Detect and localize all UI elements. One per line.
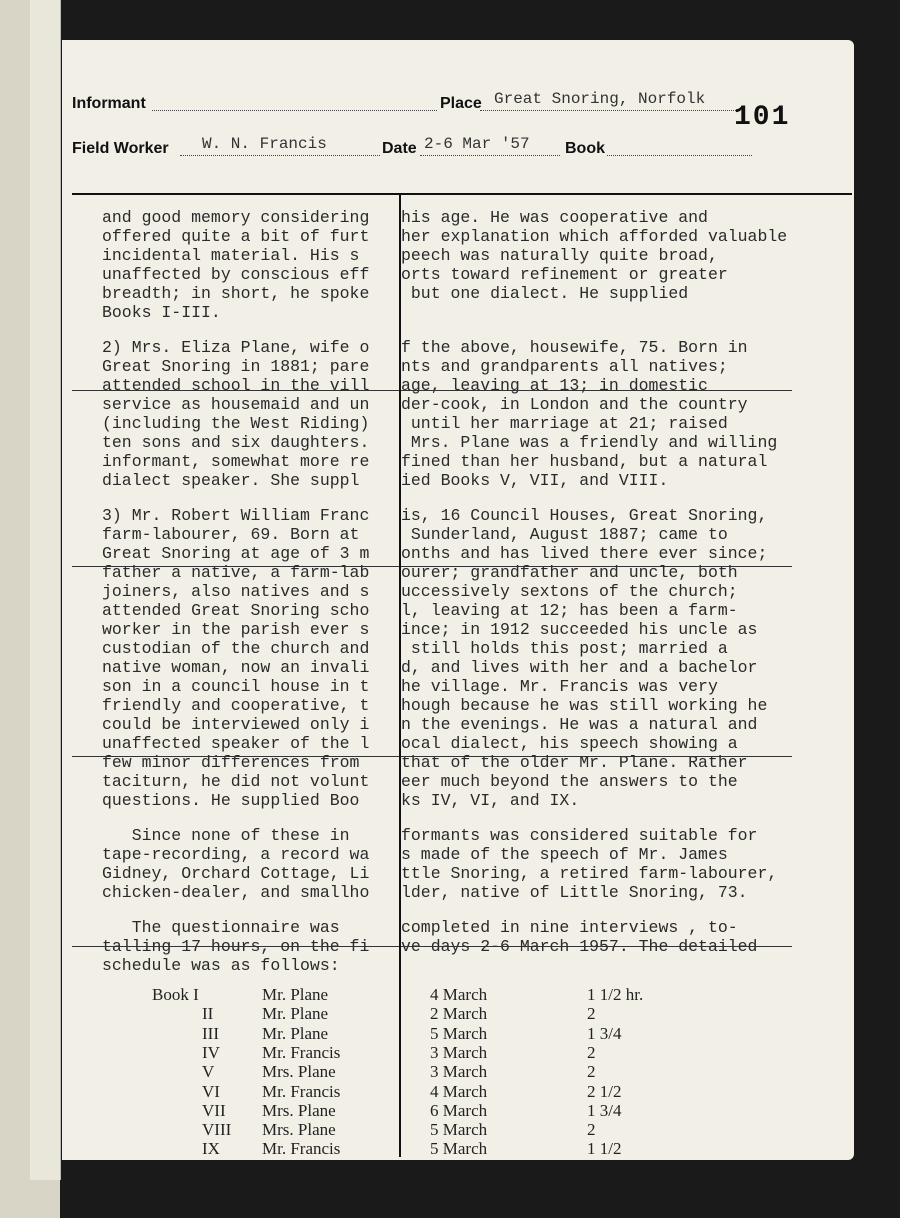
schedule-book: Book I	[152, 985, 199, 1004]
schedule-book: III	[202, 1023, 219, 1043]
text-line-left: tape-recording, a record wa	[102, 845, 370, 864]
notebook-page	[62, 40, 854, 1160]
schedule-book: IX	[202, 1139, 220, 1159]
binding-edge	[30, 0, 61, 1180]
text-line-left: Since none of these in	[102, 826, 350, 845]
text-line-right: until her marriage at 21; raised	[401, 414, 728, 433]
schedule-book: VIII	[202, 1120, 232, 1140]
text-line-right: hough because he was still working he	[401, 696, 768, 715]
text-line-right: d, and lives with her and a bachelor	[401, 658, 758, 677]
text-line-right: ocal dialect, his speech showing a	[401, 734, 738, 753]
place-label: Place	[440, 95, 482, 112]
schedule-hours: 1 1/2 hr.	[587, 985, 644, 1004]
text-line-right: s made of the speech of Mr. James	[401, 845, 728, 864]
text-line-right: that of the older Mr. Plane. Rather	[401, 753, 748, 772]
text-line-right: he village. Mr. Francis was very	[401, 677, 718, 696]
field-worker-value: W. N. Francis	[202, 135, 327, 153]
text-line-left: Great Snoring in 1881; pare	[102, 357, 370, 376]
text-line-left: attended school in the vill	[102, 376, 370, 395]
text-line-right: nts and grandparents all natives;	[401, 357, 728, 376]
text-line-right: completed in nine interviews , to-	[401, 918, 738, 937]
text-line-left: 2) Mrs. Eliza Plane, wife o	[102, 338, 370, 357]
schedule-informant: Mr. Francis	[262, 1081, 341, 1101]
text-line-right: der-cook, in London and the country	[401, 395, 748, 414]
text-line-right: onths and has lived there ever since;	[401, 544, 768, 563]
text-line-left: could be interviewed only i	[102, 715, 370, 734]
text-line-left: native woman, now an invali	[102, 658, 370, 677]
schedule-informant: Mrs. Plane	[262, 1100, 336, 1120]
text-line-left: schedule was as follows:	[102, 956, 340, 975]
text-line-left: informant, somewhat more re	[102, 452, 370, 471]
informant-field-line	[152, 110, 437, 111]
text-line-right: but one dialect. He supplied	[401, 284, 689, 303]
text-line-right: age, leaving at 13; in domestic	[401, 376, 708, 395]
text-line-right: n the evenings. He was a natural and	[401, 715, 758, 734]
text-line-right: still holds this post; married a	[401, 639, 728, 658]
ruled-line	[72, 756, 792, 757]
text-line-left: joiners, also natives and s	[102, 582, 370, 601]
text-line-left: chicken-dealer, and smallho	[102, 883, 370, 902]
text-line-right: eer much beyond the answers to the	[401, 772, 738, 791]
header-rule	[72, 193, 852, 195]
column-rule	[399, 195, 401, 1157]
text-line-right: ourer; grandfather and uncle, both	[401, 563, 738, 582]
text-line-left: breadth; in short, he spoke	[102, 284, 370, 303]
schedule-date: 5 March	[430, 1023, 488, 1043]
text-line-left: attended Great Snoring scho	[102, 601, 370, 620]
text-line-right: formants was considered suitable for	[401, 826, 758, 845]
field-worker-field-line	[180, 155, 380, 156]
page-number: 101	[734, 102, 791, 133]
place-value: Great Snoring, Norfolk	[494, 90, 706, 108]
schedule-date: 3 March	[430, 1062, 488, 1082]
schedule-date: 5 March	[430, 1139, 488, 1159]
text-line-right: ks IV, VI, and IX.	[401, 791, 580, 810]
text-line-left: service as housemaid and un	[102, 395, 370, 414]
text-line-left: custodian of the church and	[102, 639, 370, 658]
schedule-book: II	[202, 1004, 214, 1024]
text-line-left: 3) Mr. Robert William Franc	[102, 506, 370, 525]
text-line-left: and good memory considering	[102, 208, 370, 227]
text-line-right: ied Books V, VII, and VIII.	[401, 471, 669, 490]
date-label: Date	[382, 140, 417, 157]
text-line-left: (including the West Riding)	[102, 414, 370, 433]
text-line-right: peech was naturally quite broad,	[401, 246, 718, 265]
field-worker-label: Field Worker	[72, 140, 169, 157]
schedule-informant: Mr. Francis	[262, 1042, 341, 1062]
text-line-left: dialect speaker. She suppl	[102, 471, 360, 490]
schedule-book: IV	[202, 1042, 220, 1062]
text-line-left: friendly and cooperative, t	[102, 696, 370, 715]
schedule-book: VI	[202, 1081, 220, 1101]
text-line-left: Gidney, Orchard Cottage, Li	[102, 864, 370, 883]
text-line-left: son in a council house in t	[102, 677, 370, 696]
text-line-right: fined than her husband, but a natural	[401, 452, 768, 471]
text-line-left: ten sons and six daughters.	[102, 433, 370, 452]
date-field-line	[420, 155, 560, 156]
schedule-informant: Mr. Plane	[262, 985, 329, 1004]
schedule-hours: 2	[587, 1004, 596, 1024]
schedule-date: 4 March	[430, 985, 488, 1004]
schedule-informant: Mr. Francis	[262, 1139, 341, 1159]
schedule-informant: Mr. Plane	[262, 1023, 329, 1043]
text-line-left: farm-labourer, 69. Born at	[102, 525, 360, 544]
text-line-right: ve days 2-6 March 1957. The detailed	[401, 937, 758, 956]
schedule-date: 3 March	[430, 1042, 488, 1062]
schedule-hours: 2	[587, 1042, 596, 1062]
text-line-left: talling 17 hours, on the fi	[102, 937, 370, 956]
schedule-informant: Mrs. Plane	[262, 1062, 336, 1082]
text-line-right: lder, native of Little Snoring, 73.	[401, 883, 748, 902]
text-line-left: few minor differences from	[102, 753, 370, 772]
text-line-right: her explanation which afforded valuable	[401, 227, 788, 246]
informant-label: Informant	[72, 95, 146, 112]
ruled-line	[72, 390, 792, 391]
text-line-right: ince; in 1912 succeeded his uncle as	[401, 620, 758, 639]
text-line-right: Mrs. Plane was a friendly and willing	[401, 433, 778, 452]
text-line-right: his age. He was cooperative and	[401, 208, 708, 227]
schedule-date: 6 March	[430, 1100, 488, 1120]
text-line-right: orts toward refinement or greater	[401, 265, 728, 284]
text-line-right: f the above, housewife, 75. Born in	[401, 338, 748, 357]
text-line-right: ttle Snoring, a retired farm-labourer,	[401, 864, 778, 883]
text-line-left: incidental material. His s	[102, 246, 360, 265]
schedule-date: 2 March	[430, 1004, 488, 1024]
ruled-line	[72, 566, 792, 567]
book-label: Book	[565, 140, 605, 157]
schedule-hours: 2	[587, 1120, 596, 1140]
text-line-right: Sunderland, August 1887; came to	[401, 525, 728, 544]
schedule-hours: 2	[587, 1062, 596, 1082]
text-line-left: unaffected by conscious eff	[102, 265, 370, 284]
schedule-book: V	[202, 1062, 215, 1082]
text-line-right: l, leaving at 12; has been a farm-	[401, 601, 738, 620]
text-line-right: uccessively sextons of the church;	[401, 582, 738, 601]
text-line-right: is, 16 Council Houses, Great Snoring,	[401, 506, 768, 525]
text-line-left: Books I-III.	[102, 303, 221, 322]
schedule-informant: Mrs. Plane	[262, 1120, 336, 1140]
schedule-date: 4 March	[430, 1081, 488, 1101]
text-line-left: taciturn, he did not volunt	[102, 772, 370, 791]
text-line-left: The questionnaire was	[102, 918, 350, 937]
place-field-line	[480, 110, 740, 111]
book-field-line	[607, 155, 752, 156]
schedule-informant: Mr. Plane	[262, 1004, 329, 1024]
schedule-date: 5 March	[430, 1120, 488, 1140]
text-line-left: worker in the parish ever s	[102, 620, 370, 639]
schedule-hours: 1 3/4	[587, 1100, 622, 1120]
text-line-left: unaffected speaker of the l	[102, 734, 370, 753]
schedule-hours: 1 3/4	[587, 1023, 622, 1043]
schedule-book: VII	[202, 1100, 226, 1120]
schedule-hours: 1 1/2	[587, 1139, 622, 1159]
text-line-left: offered quite a bit of furt	[102, 227, 370, 246]
text-line-left: father a native, a farm-lab	[102, 563, 370, 582]
date-value: 2-6 Mar '57	[424, 135, 530, 153]
text-line-left: Great Snoring at age of 3 m	[102, 544, 370, 563]
ruled-line	[72, 946, 792, 947]
schedule-hours: 2 1/2	[587, 1081, 622, 1101]
text-line-left: questions. He supplied Boo	[102, 791, 360, 810]
